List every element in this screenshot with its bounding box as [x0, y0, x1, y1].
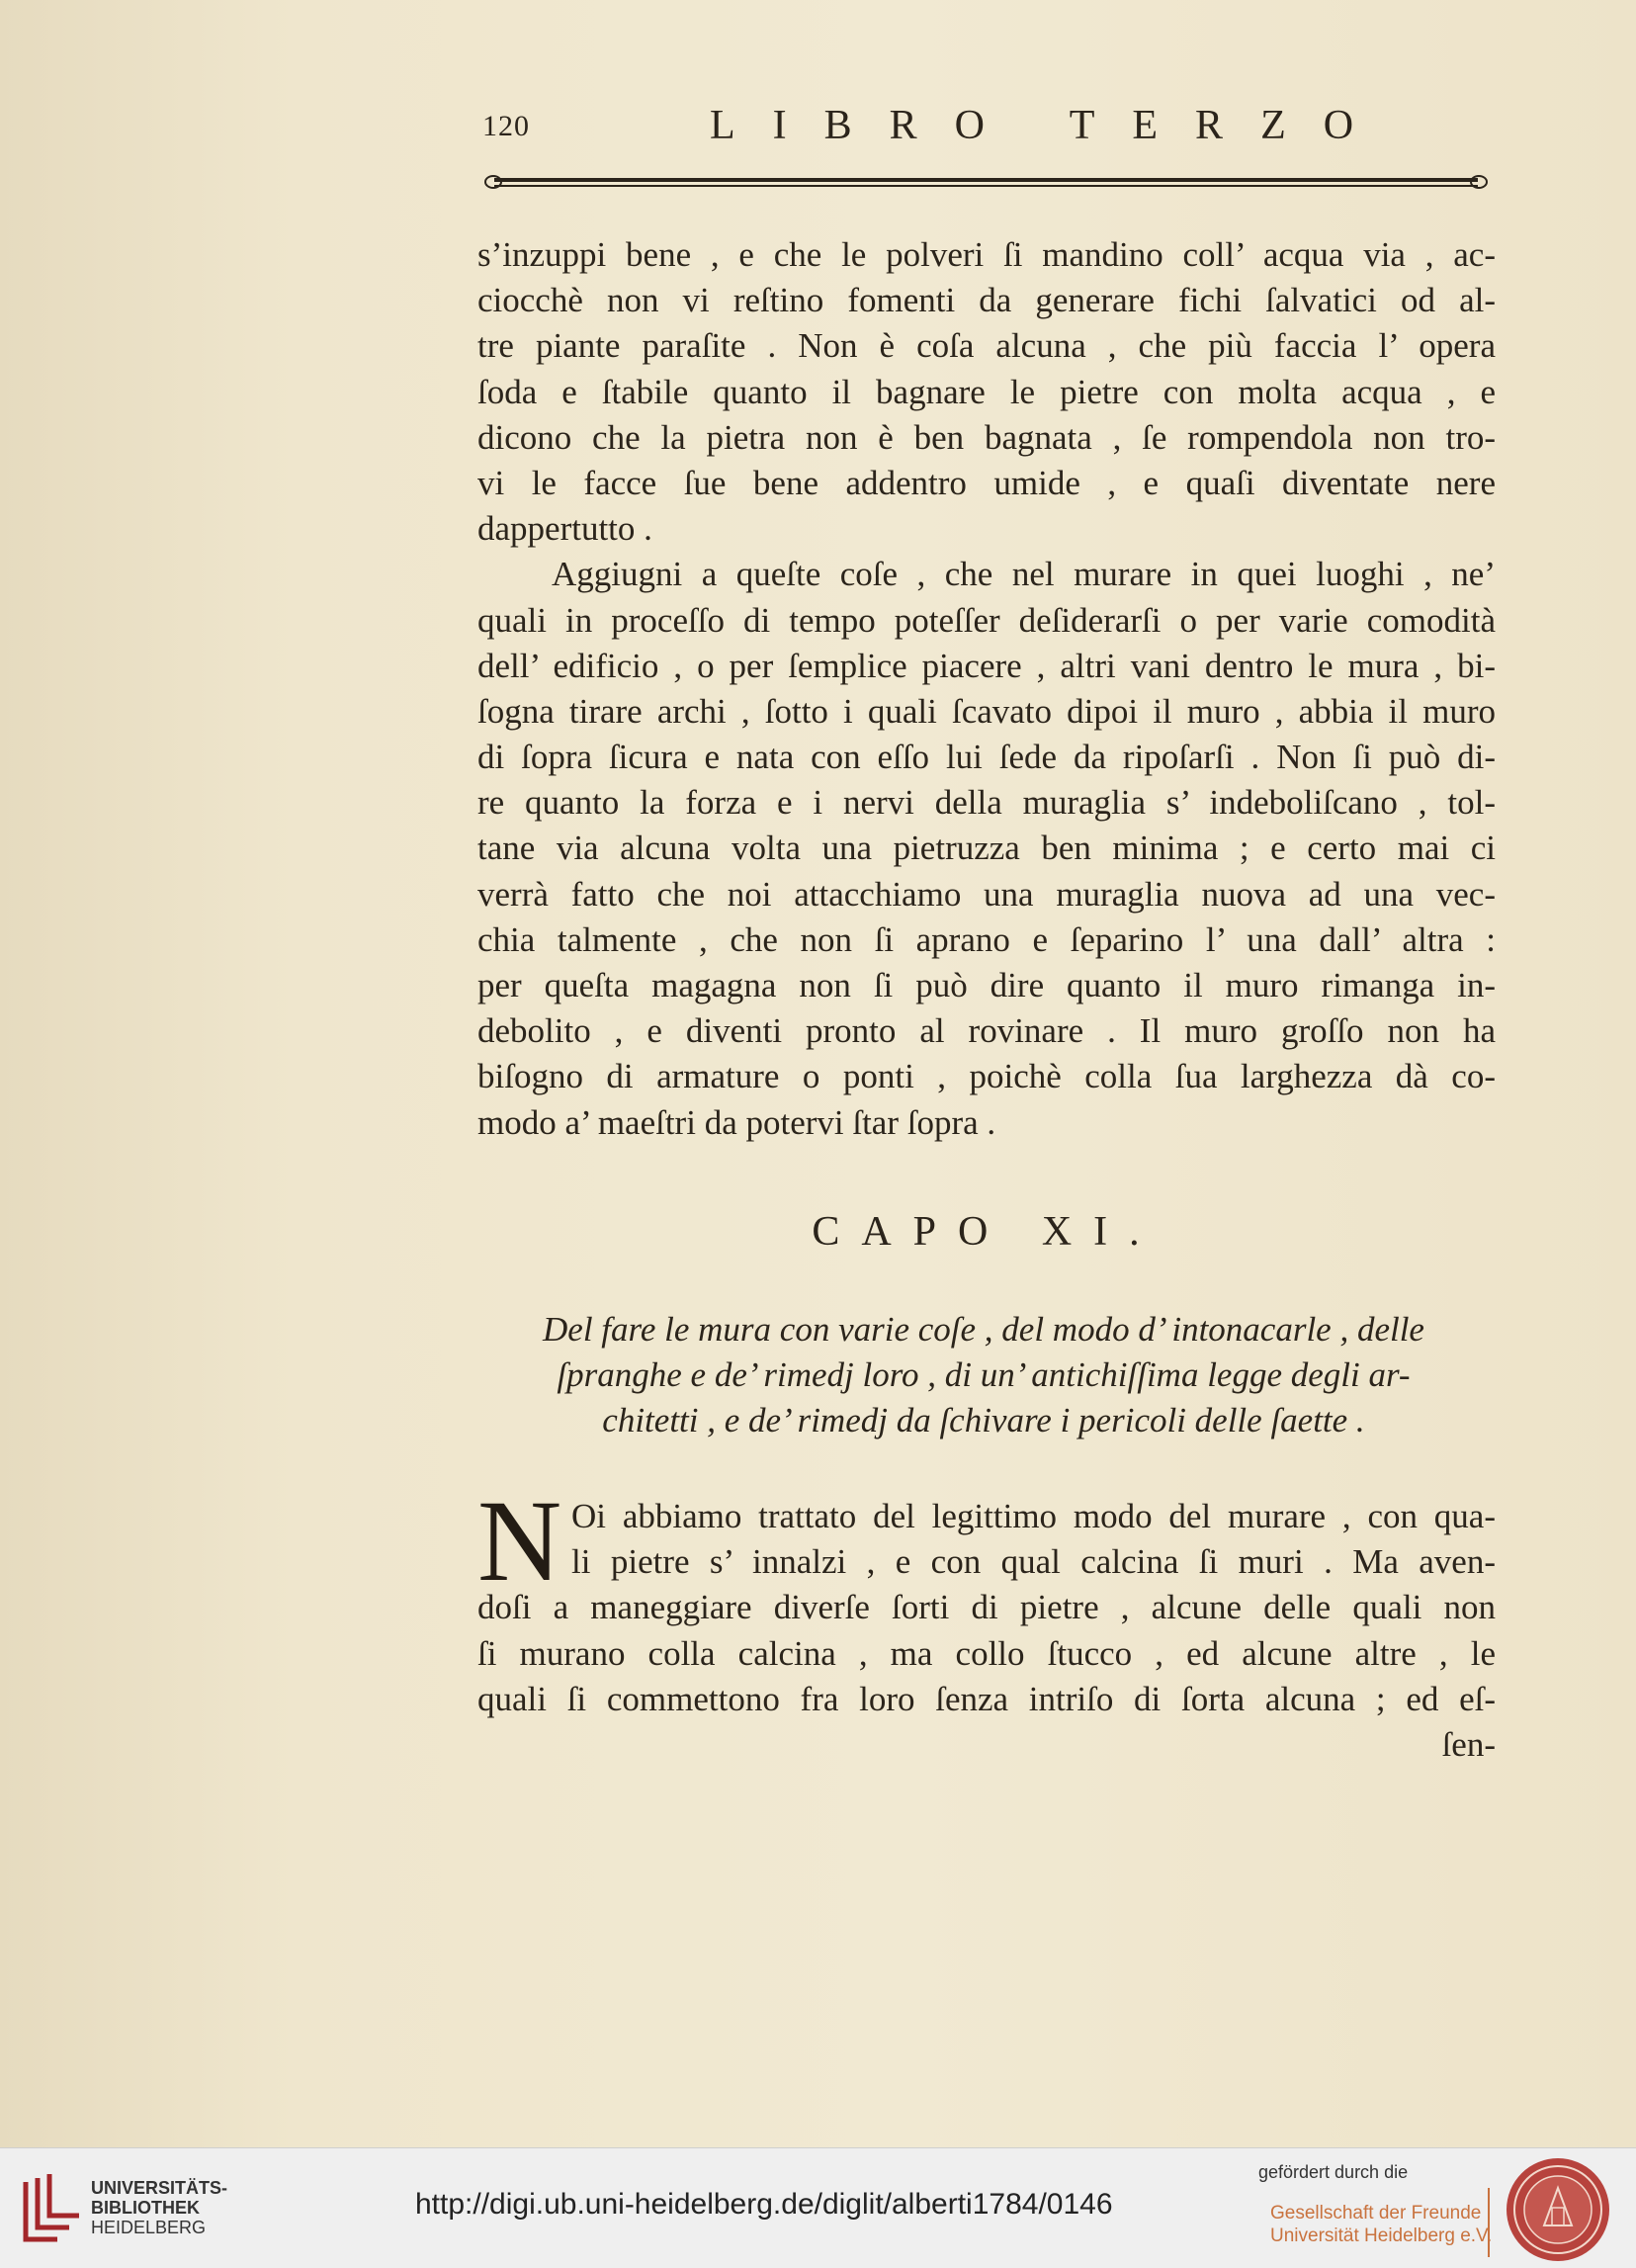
page-number: 120 [482, 110, 530, 142]
text-line: dell’ edificio , o per ſemplice piacere , altri vani dentro le mura , bi- [477, 646, 1496, 685]
text-line: dicono che la pietra non è ben bagnata , ſe rompendola non tro- [477, 417, 1496, 457]
sponsor-name: Gesellschaft der Freunde Universität Heidelberg e.V. [1270, 2203, 1493, 2246]
text-line: re quanto la forza e i nervi della muraglia s’ indeboliſcano , tol- [477, 783, 1496, 823]
summary-line: ſpranghe e de’ rimedj loro , di un’ antichiſſima legge degli ar- [557, 1355, 1411, 1394]
text-line: tane via alcuna volta una pietruzza ben minima ; e certo mai ci [477, 829, 1496, 868]
library-logo-icon [18, 2170, 87, 2249]
text-line: tre piante paraſite . Non è coſa alcuna , che più faccia l’ opera [477, 326, 1496, 366]
text-line: vi le facce ſue bene addentro umide , e quaſi diventate nere [477, 463, 1496, 502]
text-line: quali in proceſſo di tempo poteſſer deſiderarſi o per varie comodità [477, 600, 1496, 640]
permalink[interactable]: http://digi.ub.uni-heidelberg.de/diglit/alberti1784/0146 [415, 2188, 1113, 2221]
text-line: per queſta magagna non ſi può dire quanto il muro rimanga in- [477, 966, 1496, 1004]
running-head: LIBRO TERZO [710, 103, 1392, 148]
chapter-heading: CAPO XI. [812, 1209, 1162, 1255]
text-line: ciocchè non vi reſtino fomenti da generare fichi ſalvatici od al- [477, 281, 1496, 320]
ornamental-rule [484, 172, 1488, 194]
text-line: li pietre s’ innalzi , e con qual calcina ſi muri . Ma aven- [571, 1542, 1496, 1582]
library-name: UNIVERSITÄTS- BIBLIOTHEK HEIDELBERG [91, 2178, 228, 2237]
text-line: verrà fatto che noi attacchiamo una muraglia nuova ad una vec- [477, 874, 1496, 914]
summary-line: chitetti , e de’ rimedj da ſchivare i pericoli delle ſaette . [602, 1401, 1365, 1439]
text-line: debolito , e diventi pronto al rovinare . Il muro groſſo non ha [477, 1011, 1496, 1051]
text-line: modo a’ maeſtri da potervi ſtar ſopra . [477, 1102, 996, 1142]
paragraph-1 [477, 232, 1496, 552]
text-line: chia talmente , che non ſi aprano e ſeparino l’ una dall’ altra : [477, 919, 1496, 959]
page-header [482, 102, 1501, 151]
funded-by-label: gefördert durch die [1258, 2162, 1409, 2182]
text-line: quali ſi commettono fra loro ſenza intriſo di ſorta alcuna ; ed eſ- [477, 1679, 1496, 1718]
text-line: doſi a maneggiare diverſe ſorti di pietre , alcune delle quali non [477, 1588, 1496, 1627]
paragraph-2 [477, 552, 1496, 1145]
text-line: ſogna tirare archi , ſotto i quali ſcavato dipoi il muro , abbia il muro [477, 691, 1496, 731]
chapter-summary [465, 1307, 1503, 1443]
footer-bar [0, 2147, 1636, 2268]
text-line: ſoda e ſtabile quanto il bagnare le pietre con molta acqua , e [477, 372, 1496, 411]
text-line: ſi murano colla calcina , ma collo ſtucco , ed alcune altre , le [477, 1633, 1496, 1673]
text-line: di ſopra ſicura e nata con eſſo lui ſede da ripoſarſi . Non ſi può di- [477, 738, 1496, 777]
summary-line: Del fare le mura con varie coſe , del modo d’ intonacarle , delle [543, 1310, 1424, 1349]
text-line: s’inzuppi bene , e che le polveri ſi mandino coll’ acqua via , ac- [477, 235, 1496, 274]
university-seal-icon [1505, 2156, 1611, 2263]
main-text [477, 232, 1496, 1146]
paragraph-3 [477, 1476, 1496, 1768]
catchword: ſen- [1441, 1724, 1496, 1764]
text-line: Oi abbiamo trattato del legittimo modo del murare , con qua- [571, 1497, 1496, 1535]
text-line: Aggiugni a queſte coſe , che nel murare in quei luoghi , ne’ [552, 555, 1496, 594]
text-line: biſogno di armature o ponti , poichè colla ſua larghezza dà co- [477, 1057, 1496, 1096]
text-line: dappertutto . [477, 509, 652, 549]
drop-cap: N [477, 1476, 562, 1606]
